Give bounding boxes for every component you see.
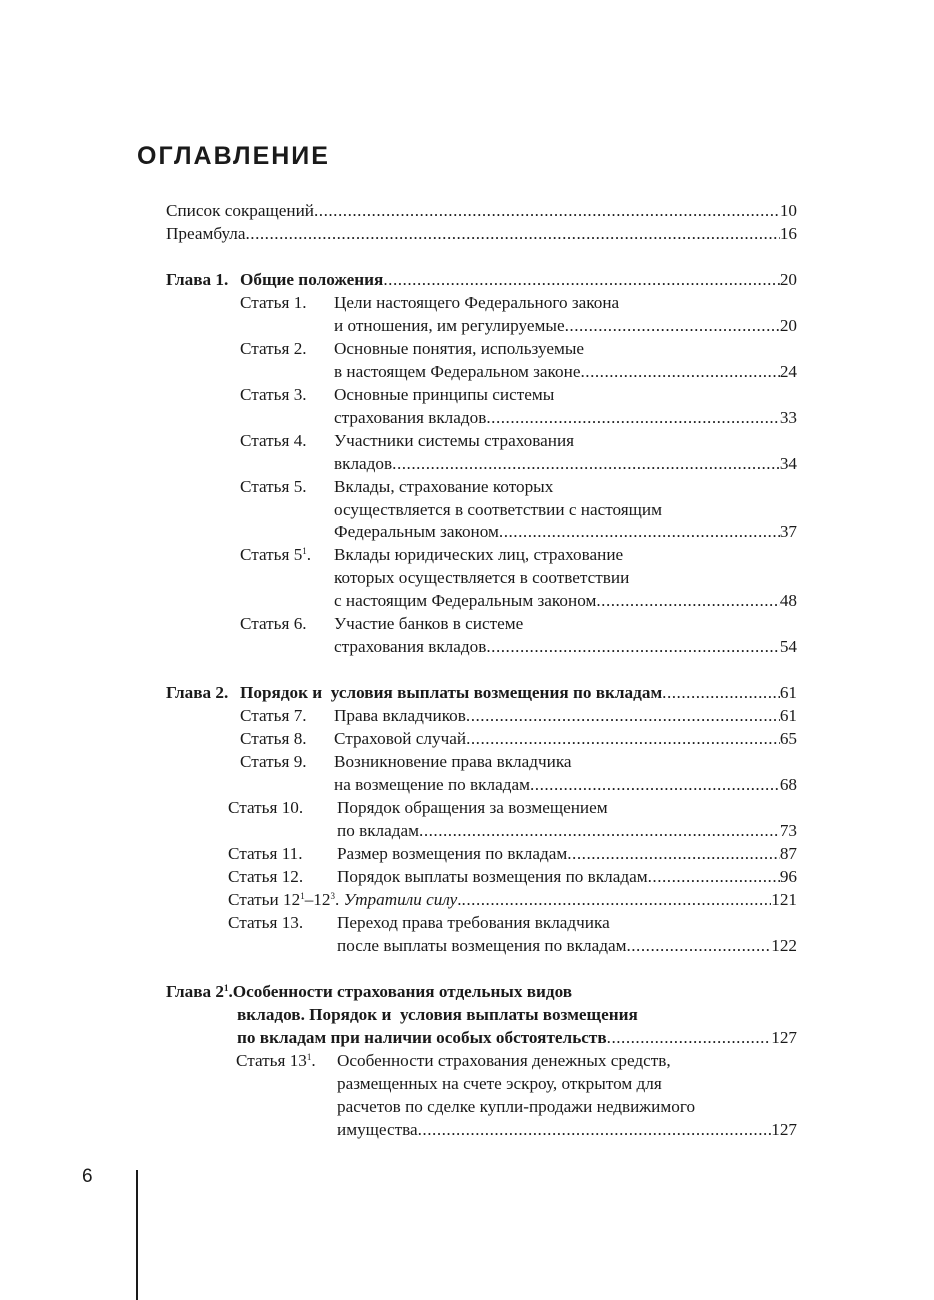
chapter-title: Общие положения (240, 270, 384, 289)
chapter-2-prefix: Глава 2. (166, 683, 229, 702)
article-title-line: Статьи $12^1-12^3$. Утратили силу. (228, 890, 462, 909)
chapter-1-prefix: Глава 1. (166, 270, 229, 289)
toc-entry-articles-12-1-12-3[interactable] (228, 888, 797, 911)
article-number: Статья 12. (228, 867, 304, 886)
toc-entry-article-9[interactable] (334, 773, 797, 796)
article-title-line: Цели настоящего Федерального закона (334, 293, 620, 312)
article-title-line: Основные принципы системы (334, 385, 555, 404)
toc-page-number: 61 (779, 706, 797, 725)
toc-page-number: 33 (779, 408, 797, 427)
toc-page-number: 48 (779, 591, 797, 610)
article-title-line: Порядок обращения за возмещением (337, 798, 608, 817)
toc-page-number: 34 (779, 454, 797, 473)
article-title-line: Участие банков в системе (334, 614, 524, 633)
article-title-line: Переход права требования вкладчика (337, 913, 610, 932)
article-title-line: с настоящим Федеральным законом (334, 591, 597, 610)
page-title: ОГЛАВЛЕНИЕ (137, 142, 330, 170)
article-title-line: Вклады, страхование которых (334, 477, 554, 496)
toc-page-number: 68 (779, 775, 797, 794)
article-number: Статья $5^1$. (240, 545, 312, 564)
toc-entry-article-6[interactable] (334, 635, 797, 658)
toc-entry-article-5[interactable] (334, 520, 797, 543)
toc-page-number: 10 (779, 201, 797, 220)
toc-entry-label: Преамбула (166, 224, 246, 243)
article-title-line: по вкладам (337, 821, 420, 840)
toc-entry-article-7[interactable] (334, 704, 797, 727)
article-number: Статья 4. (240, 431, 307, 450)
article-number: Статья 8. (240, 729, 307, 748)
article-number: Статья 3. (240, 385, 307, 404)
article-title-line: осуществляется в соответствии с настоящим (334, 500, 662, 519)
article-title-line: в настоящем Федеральном законе (334, 362, 581, 381)
toc-page-number: 20 (779, 270, 797, 289)
toc-entry-article-11[interactable] (337, 842, 797, 865)
toc-entry-preamble[interactable] (166, 222, 797, 245)
toc-page-number: 73 (779, 821, 797, 840)
toc-page-number: 61 (779, 683, 797, 702)
article-title-line: Порядок выплаты возмещения по вкладам (337, 867, 648, 886)
article-number: Статья 9. (240, 752, 307, 771)
toc-page-number: 37 (779, 522, 797, 541)
article-title-line: после выплаты возмещения по вкладам (337, 936, 627, 955)
article-number: Статья 6. (240, 614, 307, 633)
toc-page-number: 20 (779, 316, 797, 335)
article-number: Статья 10. (228, 798, 304, 817)
toc-entry-abbreviations[interactable] (166, 199, 797, 222)
toc-entry-label: Список сокращений (166, 201, 314, 220)
toc-entry-article-3[interactable] (334, 406, 797, 429)
toc-page-number: 87 (779, 844, 797, 863)
article-title-line: расчетов по сделке купли-продажи недвижимого (337, 1097, 696, 1116)
toc-entry-article-5-1[interactable] (334, 589, 797, 612)
article-number: Статья 5. (240, 477, 307, 496)
toc-page-number: 16 (779, 224, 797, 243)
article-number: Статья 11. (228, 844, 303, 863)
article-title-line: Участники системы страхования (334, 431, 575, 450)
article-number: Статья 13. (228, 913, 304, 932)
toc-page-number: 65 (779, 729, 797, 748)
article-title-line: и отношения, им регулируемые (334, 316, 565, 335)
toc-entry-chapter-1[interactable] (240, 268, 797, 291)
toc-page-number: 96 (779, 867, 797, 886)
toc-page-number: 127 (771, 1028, 797, 1047)
article-title-line: Основные понятия, используемые (334, 339, 585, 358)
toc-page-number: 122 (771, 936, 797, 955)
toc-entry-article-12[interactable] (337, 865, 797, 888)
article-title-line: размещенных на счете эскроу, открытом для (337, 1074, 662, 1093)
toc-entry-article-2[interactable] (334, 360, 797, 383)
article-title-line: имущества (337, 1120, 418, 1139)
toc-entry-chapter-2-1[interactable] (237, 1026, 797, 1049)
toc-entry-article-13-1[interactable] (337, 1118, 797, 1141)
article-title-line: Возникновение права вкладчика (334, 752, 572, 771)
article-number: Статья 7. (240, 706, 307, 725)
chapter-2-1-title-line: вкладов. Порядок и условия выплаты возмещения (237, 1005, 638, 1024)
article-title-line: страхования вкладов (334, 637, 487, 656)
article-number: Статья $13^1$. (236, 1051, 316, 1070)
toc-entry-chapter-2[interactable] (240, 681, 797, 704)
article-number: Статья 1. (240, 293, 307, 312)
article-title-line: Федеральным законом (334, 522, 499, 541)
article-title-line: Особенности страхования денежных средств, (337, 1051, 671, 1070)
margin-rule (136, 1170, 138, 1300)
article-title-line: вкладов (334, 454, 393, 473)
article-title-line: страхования вкладов (334, 408, 487, 427)
toc-entry-article-10[interactable] (337, 819, 797, 842)
toc-page-number: 54 (779, 637, 797, 656)
toc-entry-article-1[interactable] (334, 314, 797, 337)
article-number: Статья 2. (240, 339, 307, 358)
toc-page-number: 127 (771, 1120, 797, 1139)
article-title-line: которых осуществляется в соответствии (334, 568, 630, 587)
article-title-line: Страховой случай (334, 729, 467, 748)
toc-page-number: 24 (779, 362, 797, 381)
chapter-title: по вкладам при наличии особых обстоятельств (237, 1028, 607, 1047)
toc-page-number: 121 (771, 890, 797, 909)
article-title-line: Размер возмещения по вкладам (337, 844, 568, 863)
page-number: 6 (82, 1166, 93, 1187)
article-title-line: Вклады юридических лиц, страхование (334, 545, 624, 564)
chapter-2-1-title-line: Глава $2^1.Особенности$ страхования отдельных видов (166, 982, 573, 1001)
toc-entry-article-4[interactable] (334, 452, 797, 475)
toc-entry-article-13[interactable] (337, 934, 797, 957)
article-title-line: на возмещение по вкладам (334, 775, 530, 794)
article-title-line: Права вкладчиков (334, 706, 466, 725)
chapter-title: Порядок и условия выплаты возмещения по вкладам (240, 683, 663, 702)
toc-entry-article-8[interactable] (334, 727, 797, 750)
